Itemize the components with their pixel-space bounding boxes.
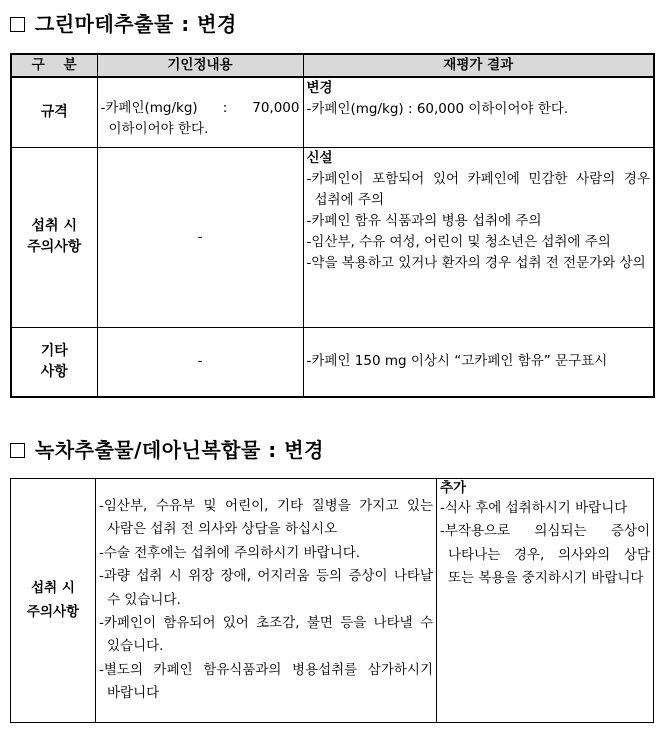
row-before: - bbox=[97, 147, 303, 327]
checkbox-square-icon bbox=[10, 17, 25, 32]
table-header-row bbox=[11, 54, 654, 77]
section1-title: 그린마테추출물 : 변경 bbox=[10, 8, 237, 37]
row-before: - bbox=[97, 327, 303, 397]
row-after: 변경 -카페인(mg/kg) : 60,000 이하이어야 한다. bbox=[303, 77, 654, 147]
change-tag: 변경 bbox=[306, 80, 333, 96]
row-after: -카페인 150 mg 이상시 “고카페인 함유” 문구표시 bbox=[303, 327, 654, 397]
section2-title: 녹차추출물/데아닌복합물 : 변경 bbox=[10, 434, 324, 463]
row-after: 추가 -식사 후에 섭취하시기 바랍니다 -부작용으로 의심되는 증상이 나타나는 경우, 의사와의 상담 또는 복용을 중지하시기 바랍니다 bbox=[437, 479, 654, 723]
header-after: 재평가 결과 bbox=[303, 54, 654, 77]
table-row bbox=[11, 327, 654, 397]
row-category: 섭취 시 주의사항 bbox=[11, 479, 96, 723]
change-tag: 추가 bbox=[440, 480, 467, 496]
row-after: 신설 -카페인이 포함되어 있어 카페인에 민감한 사람의 경우 섭취에 주의 -카페인 함유 식품과의 병용 섭취에 주의 -임산부, 수유 여성, 어린이 및 청소년은 섭취에 주의 -약을 복용하고 있거나 환자의 경우 섭취 전 전문가와 상의 bbox=[303, 147, 654, 327]
row-before: -임산부, 수유부 및 어린이, 기타 질병을 가지고 있는 사람은 섭취 전 의사와 상담을 하십시오 -수술 전후에는 섭취에 주의하시기 바랍니다. -과량 섭취 시 위장 장애, 어지러움 등의 증상이 나타날 수 있습니다. -카페인이 함유되어 있어 초조감, 불면 등을 나타낼 수 있습니다. -별도의 카페인 함유식품과의 병용섭취를 삼가하시기 바랍니다 bbox=[96, 479, 437, 723]
row-category: 규격 bbox=[11, 77, 97, 147]
header-category: 구 분 bbox=[11, 54, 97, 77]
section1-table bbox=[10, 53, 655, 398]
table-row bbox=[11, 147, 654, 327]
header-before: 기인정내용 bbox=[97, 54, 303, 77]
table-row bbox=[11, 77, 654, 147]
section2-table bbox=[10, 478, 654, 723]
row-category: 기타 사항 bbox=[11, 327, 97, 397]
table-row bbox=[11, 479, 654, 723]
change-tag: 신설 bbox=[306, 149, 333, 166]
row-before: -카페인(mg/kg) : 70,000 이하이어야 한다. bbox=[97, 77, 303, 147]
row-category: 섭취 시 주의사항 bbox=[11, 147, 97, 327]
checkbox-square-icon bbox=[10, 443, 25, 458]
